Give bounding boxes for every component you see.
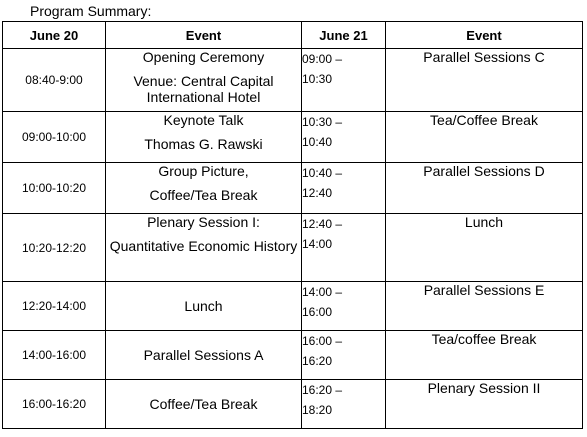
june20-event-cell — [106, 214, 302, 282]
june20-time-cell: 08:40-9:00 — [3, 49, 106, 112]
june21-time-cell — [302, 112, 386, 163]
time-start: 10:30 – — [302, 115, 343, 129]
june20-time-cell: 10:00-10:20 — [3, 163, 106, 214]
june20-time-cell: 10:20-12:20 — [3, 214, 106, 282]
event-line: Venue: Central Capital International Hotel — [133, 73, 274, 105]
event-line: Plenary Session I: — [147, 214, 260, 230]
time-start: 16:00 – — [302, 334, 343, 348]
june21-event-cell: Tea/Coffee Break — [386, 112, 583, 163]
june20-event-cell — [106, 163, 302, 214]
event-line: Parallel Sessions A — [143, 346, 264, 363]
june21-event-cell: Parallel Sessions D — [386, 163, 583, 214]
program-summary-caption: Program Summary: — [30, 3, 152, 19]
time-end: 14:00 — [302, 237, 333, 251]
event-line: Coffee/Tea Break — [149, 187, 258, 203]
june20-event-cell — [106, 282, 302, 331]
event-line: Quantitative Economic History — [109, 238, 298, 254]
time-end: 10:40 — [302, 135, 333, 149]
header-event-day2: Event — [386, 22, 583, 49]
table-row — [3, 112, 583, 163]
june20-event-cell — [106, 331, 302, 380]
event-line: Thomas G. Rawski — [144, 136, 263, 152]
june21-event-cell: Lunch — [386, 214, 583, 282]
table-row — [3, 214, 583, 282]
event-line: Coffee/Tea Break — [149, 395, 258, 412]
program-summary-table — [2, 21, 583, 429]
june21-time-cell — [302, 214, 386, 282]
june21-event-cell: Tea/coffee Break — [386, 331, 583, 380]
table-row — [3, 282, 583, 331]
event-line: Lunch — [184, 297, 223, 314]
june21-event-cell: Plenary Session II — [386, 380, 583, 429]
event-line: Opening Ceremony — [142, 49, 265, 65]
table-row — [3, 380, 583, 429]
june21-event-cell: Parallel Sessions E — [386, 282, 583, 331]
time-start: 12:40 – — [302, 217, 343, 231]
time-end: 18:20 — [302, 403, 333, 417]
june20-event-cell — [106, 49, 302, 112]
june20-time-cell: 12:20-14:00 — [3, 282, 106, 331]
table-row — [3, 331, 583, 380]
june21-time-cell — [302, 380, 386, 429]
event-line: Keynote Talk — [163, 112, 244, 128]
june21-time-cell — [302, 282, 386, 331]
header-june-21: June 21 — [302, 22, 386, 49]
june21-time-cell — [302, 331, 386, 380]
june21-event-cell: Parallel Sessions C — [386, 49, 583, 112]
june20-time-cell: 09:00-10:00 — [3, 112, 106, 163]
june20-time-cell: 14:00-16:00 — [3, 331, 106, 380]
table-row — [3, 163, 583, 214]
june21-time-cell — [302, 163, 386, 214]
table-header-row — [3, 22, 583, 49]
time-start: 09:00 – — [302, 52, 343, 66]
time-end: 12:40 — [302, 186, 333, 200]
time-end: 16:20 — [302, 354, 333, 368]
event-line: Group Picture, — [158, 163, 249, 179]
june20-event-cell — [106, 380, 302, 429]
table-row — [3, 49, 583, 112]
time-end: 16:00 — [302, 305, 333, 319]
header-event-day1: Event — [106, 22, 302, 49]
time-end: 10:30 — [302, 72, 333, 86]
time-start: 14:00 – — [302, 285, 343, 299]
time-start: 10:40 – — [302, 166, 343, 180]
june20-event-cell — [106, 112, 302, 163]
june20-time-cell: 16:00-16:20 — [3, 380, 106, 429]
header-june-20: June 20 — [3, 22, 106, 49]
june21-time-cell — [302, 49, 386, 112]
time-start: 16:20 – — [302, 383, 343, 397]
